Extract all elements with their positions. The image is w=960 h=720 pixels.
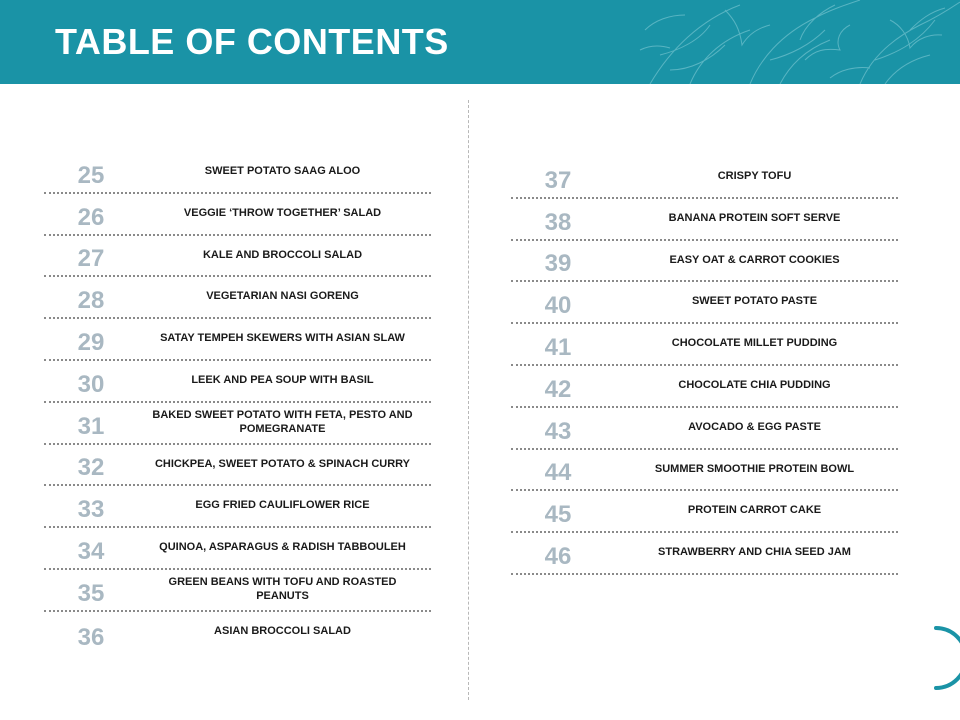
toc-page-number: 34 — [77, 537, 105, 565]
toc-page-number: 36 — [77, 623, 105, 651]
toc-right-column — [511, 157, 898, 575]
toc-recipe-title: SWEET POTATO PASTE — [691, 295, 818, 308]
toc-page-number: 35 — [77, 579, 105, 607]
toc-page-number: 29 — [77, 328, 105, 356]
column-divider — [468, 100, 469, 700]
toc-recipe-title: CHOCOLATE MILLET PUDDING — [671, 337, 838, 350]
toc-entry[interactable] — [44, 236, 431, 278]
toc-page-number: 28 — [77, 287, 105, 315]
toc-entry[interactable] — [44, 570, 431, 612]
toc-page-number: 43 — [544, 417, 572, 445]
toc-page-number: 31 — [77, 412, 105, 440]
toc-page-number: 30 — [77, 370, 105, 398]
toc-page-number: 33 — [77, 496, 105, 524]
toc-left-column — [44, 152, 431, 654]
toc-page-number: 32 — [77, 454, 105, 482]
toc-entry[interactable] — [511, 408, 898, 450]
toc-page-number: 40 — [544, 292, 572, 320]
toc-page-number: 46 — [544, 542, 572, 570]
decorative-arc — [930, 624, 960, 694]
toc-recipe-title: CRISPY TOFU — [717, 170, 792, 182]
toc-recipe-title: SATAY TEMPEH SKEWERS WITH ASIAN SLAW — [160, 332, 405, 345]
toc-entry[interactable] — [44, 361, 431, 403]
toc-page-number: 25 — [77, 161, 105, 189]
toc-recipe-title: VEGGIE ‘THROW TOGETHER’ SALAD — [183, 206, 382, 219]
toc-entry[interactable] — [44, 445, 431, 487]
toc-recipe-title: PROTEIN CARROT CAKE — [687, 504, 822, 517]
toc-recipe-title: VEGETARIAN NASI GORENG — [206, 290, 359, 303]
toc-page-number: 37 — [544, 166, 572, 194]
toc-entry[interactable] — [511, 450, 898, 492]
toc-recipe-title: GREEN BEANS WITH TOFU AND ROASTED PEANUTS — [168, 575, 397, 602]
toc-recipe-title: EGG FRIED CAULIFLOWER RICE — [195, 499, 370, 512]
toc-recipe-title: LEEK AND PEA SOUP WITH BASIL — [191, 373, 374, 386]
toc-entry[interactable] — [511, 366, 898, 408]
toc-entry[interactable] — [44, 194, 431, 236]
toc-entry[interactable] — [511, 157, 898, 199]
toc-recipe-title: KALE AND BROCCOLI SALAD — [202, 248, 363, 261]
toc-recipe-title: ASIAN BROCCOLI SALAD — [214, 624, 351, 637]
toc-entry[interactable] — [511, 241, 898, 283]
toc-recipe-title: QUINOA, ASPARAGUS & RADISH TABBOULEH — [159, 541, 406, 554]
toc-recipe-title: CHICKPEA, SWEET POTATO & SPINACH CURRY — [154, 457, 411, 470]
toc-recipe-title: SUMMER SMOOTHIE PROTEIN BOWL — [654, 462, 855, 475]
toc-recipe-title: CHOCOLATE CHIA PUDDING — [678, 378, 831, 391]
toc-page-number: 39 — [544, 250, 572, 278]
toc-recipe-title: STRAWBERRY AND CHIA SEED JAM — [658, 546, 851, 559]
toc-entry[interactable] — [44, 403, 431, 445]
toc-page-number: 27 — [77, 245, 105, 273]
toc-page-number: 38 — [544, 208, 572, 236]
toc-entry[interactable] — [511, 282, 898, 324]
toc-entry[interactable] — [44, 528, 431, 570]
toc-entry[interactable] — [511, 199, 898, 241]
toc-page-number: 45 — [544, 501, 572, 529]
toc-entry[interactable] — [44, 152, 431, 194]
toc-page-number: 42 — [544, 375, 572, 403]
toc-page-number: 41 — [544, 333, 572, 361]
header-banner — [0, 0, 960, 84]
toc-entry[interactable] — [511, 491, 898, 533]
toc-entry[interactable] — [44, 277, 431, 319]
toc-recipe-title: SWEET POTATO SAAG ALOO — [204, 165, 361, 177]
toc-page-number: 26 — [77, 203, 105, 231]
toc-recipe-title: EASY OAT & CARROT COOKIES — [669, 253, 840, 266]
toc-recipe-title: AVOCADO & EGG PASTE — [688, 420, 821, 433]
toc-entry[interactable] — [511, 533, 898, 575]
page-title: TABLE OF CONTENTS — [55, 21, 449, 62]
toc-recipe-title: BANANA PROTEIN SOFT SERVE — [668, 211, 841, 224]
toc-entry[interactable] — [44, 486, 431, 528]
toc-page-number: 44 — [544, 459, 572, 487]
toc-entry[interactable] — [44, 319, 431, 361]
toc-entry[interactable] — [511, 324, 898, 366]
toc-entry[interactable] — [44, 612, 431, 654]
kale-leaf-illustration — [630, 0, 960, 84]
toc-recipe-title: BAKED SWEET POTATO WITH FETA, PESTO AND POMEGRANATE — [152, 408, 413, 435]
